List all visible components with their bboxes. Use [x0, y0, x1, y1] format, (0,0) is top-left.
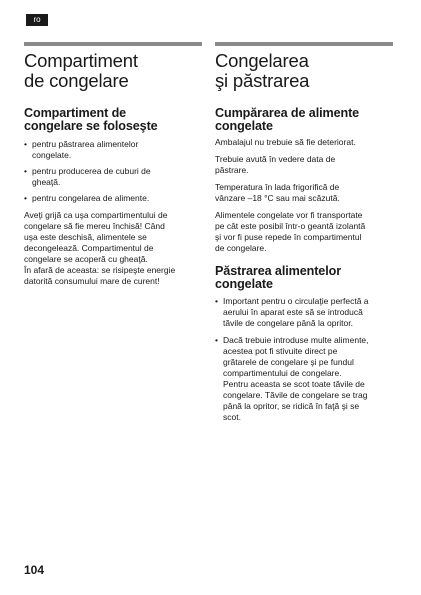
list-item: • pentru păstrarea alimentelor congelate.	[24, 139, 202, 161]
buying-paragraph: Alimentele congelate vor fi transportate pe cât este posibil într-o geantă izolantă şi vor fi puse repede în compartimentul de congelare.	[215, 210, 366, 253]
language-tab: ro	[26, 14, 48, 26]
heading-buying-frozen-food: Cumpărarea de alimente congelate	[215, 106, 360, 133]
buying-paragraph: Ambalajul nu trebuie să fie deteriorat.	[215, 137, 356, 147]
page-number: 104	[24, 563, 45, 577]
buying-paragraph: Temperatura în lada frigorifică de vânzare –18 °C sau mai scăzută.	[215, 182, 340, 203]
storage-list	[215, 296, 393, 423]
section-title-freezing-storing: Congelarea şi păstrarea	[215, 50, 310, 91]
list-item: • Important pentru o circulaţie perfectă a aerului în aparat este să se introducă tăvile de congelare până la opritor.	[215, 296, 393, 329]
left-column	[24, 42, 202, 287]
column-rule	[24, 42, 202, 46]
list-item: • Dacă trebuie introduse multe alimente, acestea pot fi stivuite direct pe grătarele de congelare şi pe fundul compartimentului de congelare. Pentru aceasta se scot toate tăvile de congelare. Tăvile de congelare se trag până la opritor, se ridică în faţă şi se scot.	[215, 335, 393, 423]
heading-freezer-usage: Compartiment de congelare se foloseşte	[24, 106, 158, 133]
usage-list	[24, 139, 202, 204]
list-item: • pentru congelarea de alimente.	[24, 193, 202, 204]
section-title-freezer-compartment: Compartiment de congelare	[24, 50, 138, 91]
list-item: • pentru producerea de cuburi de gheaţă.	[24, 166, 202, 188]
heading-storing-frozen-food: Păstrarea alimentelor congelate	[215, 264, 342, 291]
right-column	[215, 42, 393, 423]
warning-paragraph: Aveţi grijă ca uşa compartimentului de congelare să fie mereu închisă! Când uşa este deschisă, alimentele se decongelează. Compartimentul de congelare se acoperă cu gheaţă. În afară de aceasta: se risipeşte energie datorită consumului mare de curent!	[24, 210, 176, 286]
column-rule	[215, 42, 393, 46]
buying-paragraph: Trebuie avută în vedere data de păstrare.	[215, 154, 336, 175]
